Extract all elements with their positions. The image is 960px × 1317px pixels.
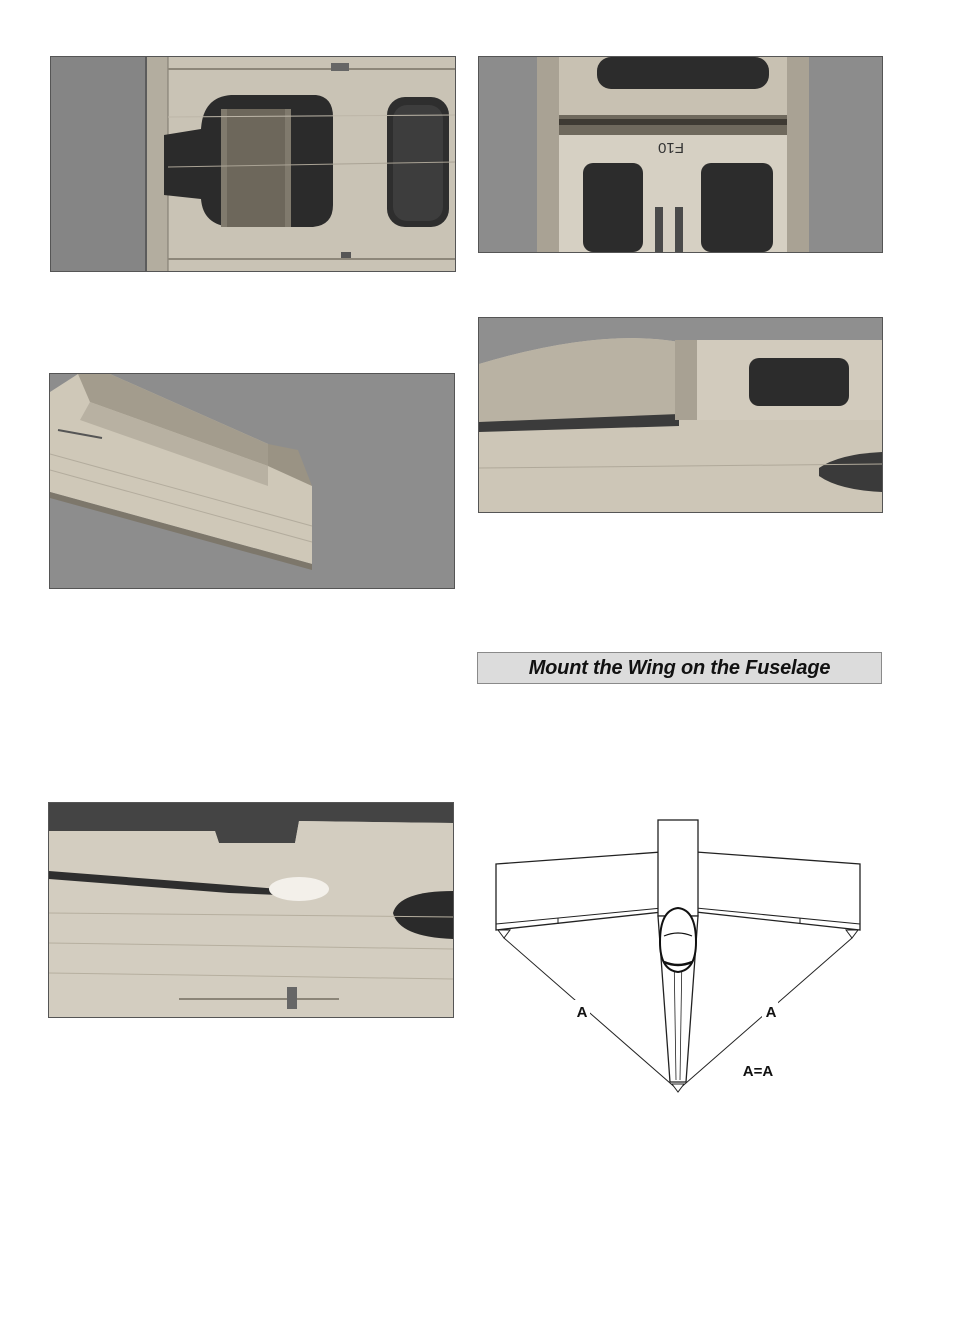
photo-fuselage-tail-end — [49, 373, 455, 589]
photo-fuselage-tail-end-image — [50, 374, 454, 588]
photo-fuselage-side-view — [478, 317, 883, 513]
photo-former-f10-image — [479, 57, 882, 252]
photo-fuselage-top-view-image — [51, 57, 455, 271]
photo-fuselage-top-view — [50, 56, 456, 272]
former-f10-label: F10 — [658, 139, 684, 156]
left-distance-label: A — [576, 1004, 588, 1021]
section-heading-mount-wing — [477, 652, 882, 684]
photo-fuselage-side-view-image — [479, 318, 882, 512]
equal-distance-label: A=A — [742, 1063, 774, 1080]
wing-alignment-diagram — [488, 812, 870, 1098]
left-wing-panel — [496, 852, 662, 930]
left-measure-line — [504, 938, 678, 1090]
photo-glued-joint-image — [49, 803, 453, 1017]
fuselage-outline — [658, 820, 698, 916]
section-heading-text: Mount the Wing on the Fuselage — [528, 656, 831, 679]
right-distance-label: A — [765, 1004, 777, 1021]
photo-former-f10 — [478, 56, 883, 253]
photo-glued-joint — [48, 802, 454, 1018]
wing-alignment-svg — [488, 812, 870, 1098]
right-wing-panel — [696, 852, 860, 930]
